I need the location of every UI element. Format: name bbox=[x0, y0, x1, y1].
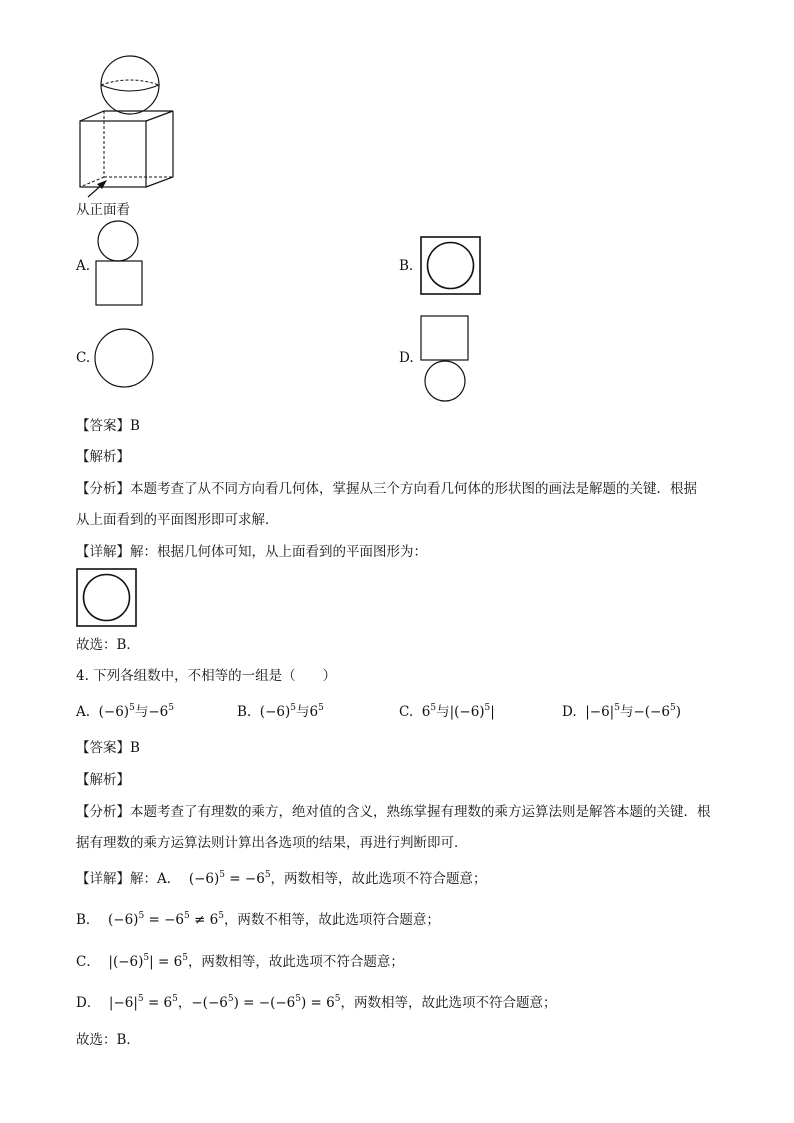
q4-stem: 4. 下列各组数中，不相等的一组是（ ） bbox=[76, 668, 337, 684]
circle-shape bbox=[428, 243, 474, 289]
q4-option-a-label: A. bbox=[76, 704, 91, 720]
q4-detail-d-text: ，两数相等，故此选项不符合题意； bbox=[340, 995, 557, 1011]
q4-detail-b-text: ，两数不相等，故此选项符合题意； bbox=[223, 912, 440, 928]
circle-shape bbox=[84, 575, 130, 621]
sphere-equator-back bbox=[101, 80, 159, 85]
q4-detail-d-prefix: D． bbox=[76, 995, 101, 1011]
q4-conclusion: 故选：B． bbox=[76, 1032, 140, 1048]
option-c-label: C. bbox=[76, 350, 91, 366]
q4-option-b-expr: $(-6)^5$与$6^5$ bbox=[255, 703, 324, 720]
q4-detail-b-prefix: B． bbox=[76, 912, 100, 928]
q4-option-d-expr: $|-6|^5$与$-(-6^5)$ bbox=[580, 703, 681, 720]
circle-shape bbox=[95, 329, 153, 387]
q4-analysis-line1: 【分析】本题考查了有理数的乘方，绝对值的含义，熟练掌握有理数的乘方运算法则是解答本题的关键．根 bbox=[76, 804, 711, 820]
circle-shape bbox=[98, 221, 138, 261]
q4-option-d-label: D. bbox=[562, 704, 577, 720]
q4-detail-a-text: ，两数相等，故此选项不符合题意； bbox=[270, 871, 487, 887]
option-b-figure bbox=[420, 236, 482, 296]
q3-conclusion: 故选：B． bbox=[76, 637, 140, 653]
q3-analysis-title: 【解析】 bbox=[76, 449, 130, 465]
square-shape bbox=[421, 316, 468, 360]
q4-option-c-label: C. bbox=[399, 704, 414, 720]
option-b-label: B. bbox=[399, 258, 414, 274]
q4-detail-d bbox=[76, 994, 556, 1012]
q4-option-a bbox=[76, 704, 174, 720]
q3-answer: 【答案】B bbox=[76, 418, 140, 434]
q4-detail-c-prefix: C． bbox=[76, 954, 100, 970]
q4-option-b bbox=[237, 704, 324, 720]
sphere-outline bbox=[101, 56, 159, 114]
q3-analysis-line1: 【分析】本题考查了从不同方向看几何体，掌握从三个方向看几何体的形状图的画法是解题的关键．根据 bbox=[76, 481, 697, 497]
square-shape bbox=[421, 237, 480, 294]
cube-right-edges bbox=[146, 111, 173, 187]
option-a-label: A. bbox=[76, 258, 91, 274]
q3-analysis-line2: 从上面看到的平面图形即可求解． bbox=[76, 512, 279, 528]
q4-option-a-expr: $(-6)^5$与$-6^5$ bbox=[94, 703, 174, 720]
q4-detail-a bbox=[76, 870, 487, 888]
q4-detail-c-expr: $|(-6)^5| = 6^5$ bbox=[104, 953, 188, 970]
q4-detail-d-expr: $|-6|^5 = 6^5$，$-(-6^5) = -(-6^5) = 6^5$ bbox=[104, 994, 341, 1011]
cube-top-edges bbox=[80, 111, 173, 121]
solid-figure bbox=[70, 55, 190, 195]
q3-detail: 【详解】解：根据几何体可知，从上面看到的平面图形为： bbox=[76, 544, 427, 560]
q3-detail-figure bbox=[76, 568, 138, 628]
circle-shape bbox=[425, 361, 465, 401]
q4-analysis-line2: 据有理数的乘方运算法则计算出各选项的结果，再进行判断即可． bbox=[76, 835, 468, 851]
option-d-figure bbox=[420, 315, 472, 403]
q4-detail-prefix: 【详解】解：A． bbox=[76, 871, 181, 887]
square-shape bbox=[77, 569, 136, 626]
figure-caption: 从正面看 bbox=[76, 202, 130, 218]
q4-detail-b-expr: $(-6)^5 = -6^5 \ne 6^5$ bbox=[103, 911, 224, 928]
option-a-figure bbox=[95, 220, 145, 308]
square-shape bbox=[96, 261, 142, 305]
q4-detail-b bbox=[76, 911, 440, 929]
option-d-label: D. bbox=[399, 350, 414, 366]
q4-option-c-expr: $6^5$与$|(-6)^5|$ bbox=[417, 703, 495, 720]
sphere-equator-front bbox=[101, 85, 159, 91]
q4-answer: 【答案】B bbox=[76, 740, 140, 756]
q4-detail-c bbox=[76, 953, 404, 971]
q4-option-c bbox=[399, 704, 495, 720]
q4-analysis-title: 【解析】 bbox=[76, 772, 130, 788]
q4-detail-a-expr: $(-6)^5 = -6^5$ bbox=[184, 870, 271, 887]
q4-option-b-label: B. bbox=[237, 704, 252, 720]
option-c-figure bbox=[94, 328, 156, 388]
q4-option-d bbox=[562, 704, 681, 720]
q4-detail-c-text: ，两数相等，故此选项不符合题意； bbox=[187, 954, 404, 970]
